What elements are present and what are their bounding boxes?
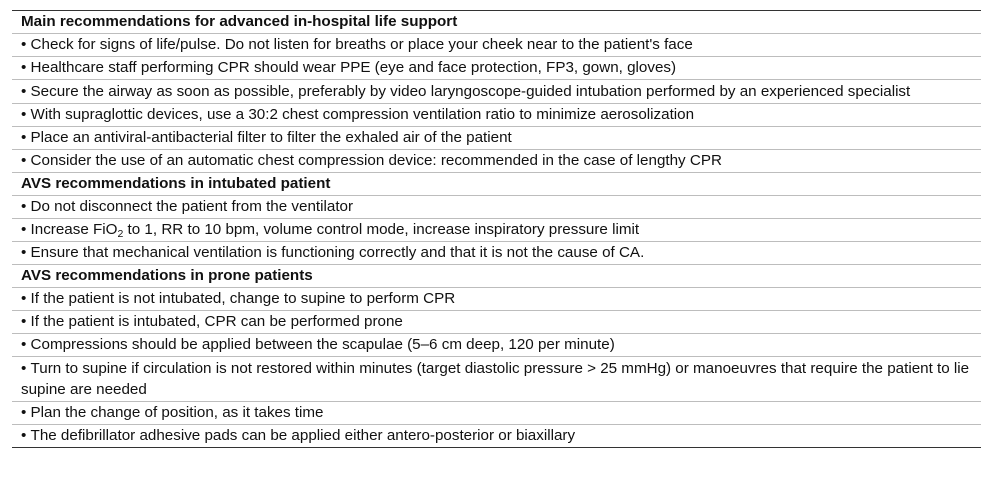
list-item: • Ensure that mechanical ventilation is functioning correctly and that it is not the cause of CA. xyxy=(12,242,981,265)
list-item: • Turn to supine if circulation is not restored within minutes (target diastolic pressure > 25 mmHg) or manoeuvres that require the patient to lie supine are needed xyxy=(12,357,981,402)
list-item: • Compressions should be applied between the scapulae (5–6 cm deep, 120 per minute) xyxy=(12,334,981,357)
list-item: • If the patient is not intubated, change to supine to perform CPR xyxy=(12,288,981,311)
list-item: • Place an antiviral-antibacterial filter to filter the exhaled air of the patient xyxy=(12,127,981,150)
section-heading: AVS recommendations in intubated patient xyxy=(12,173,981,196)
list-item: • Check for signs of life/pulse. Do not listen for breaths or place your cheek near to the patient's face xyxy=(12,34,981,57)
list-item: • With supraglottic devices, use a 30:2 chest compression ventilation ratio to minimize aerosolization xyxy=(12,104,981,127)
section-heading: Main recommendations for advanced in-hospital life support xyxy=(12,11,981,34)
item-text: Increase FiO xyxy=(30,221,118,238)
list-item: • If the patient is intubated, CPR can be performed prone xyxy=(12,311,981,334)
list-item: • Healthcare staff performing CPR should wear PPE (eye and face protection, FP3, gown, gloves) xyxy=(12,57,981,80)
list-item: • Plan the change of position, as it takes time xyxy=(12,402,981,425)
list-item: • Secure the airway as soon as possible, preferably by video laryngoscope-guided intubation performed by an experienced specialist xyxy=(12,80,981,104)
list-item: • The defibrillator adhesive pads can be applied either antero-posterior or biaxillary xyxy=(12,425,981,447)
item-text: to 1, RR to 10 bpm, volume control mode, increase inspiratory pressure limit xyxy=(123,221,640,238)
subscript: 2 xyxy=(117,228,124,240)
list-item: • Consider the use of an automatic chest compression device: recommended in the case of lengthy CPR xyxy=(12,150,981,173)
list-item xyxy=(12,219,981,242)
recommendations-table xyxy=(12,10,981,448)
list-item: • Do not disconnect the patient from the ventilator xyxy=(12,196,981,219)
section-heading: AVS recommendations in prone patients xyxy=(12,265,981,288)
